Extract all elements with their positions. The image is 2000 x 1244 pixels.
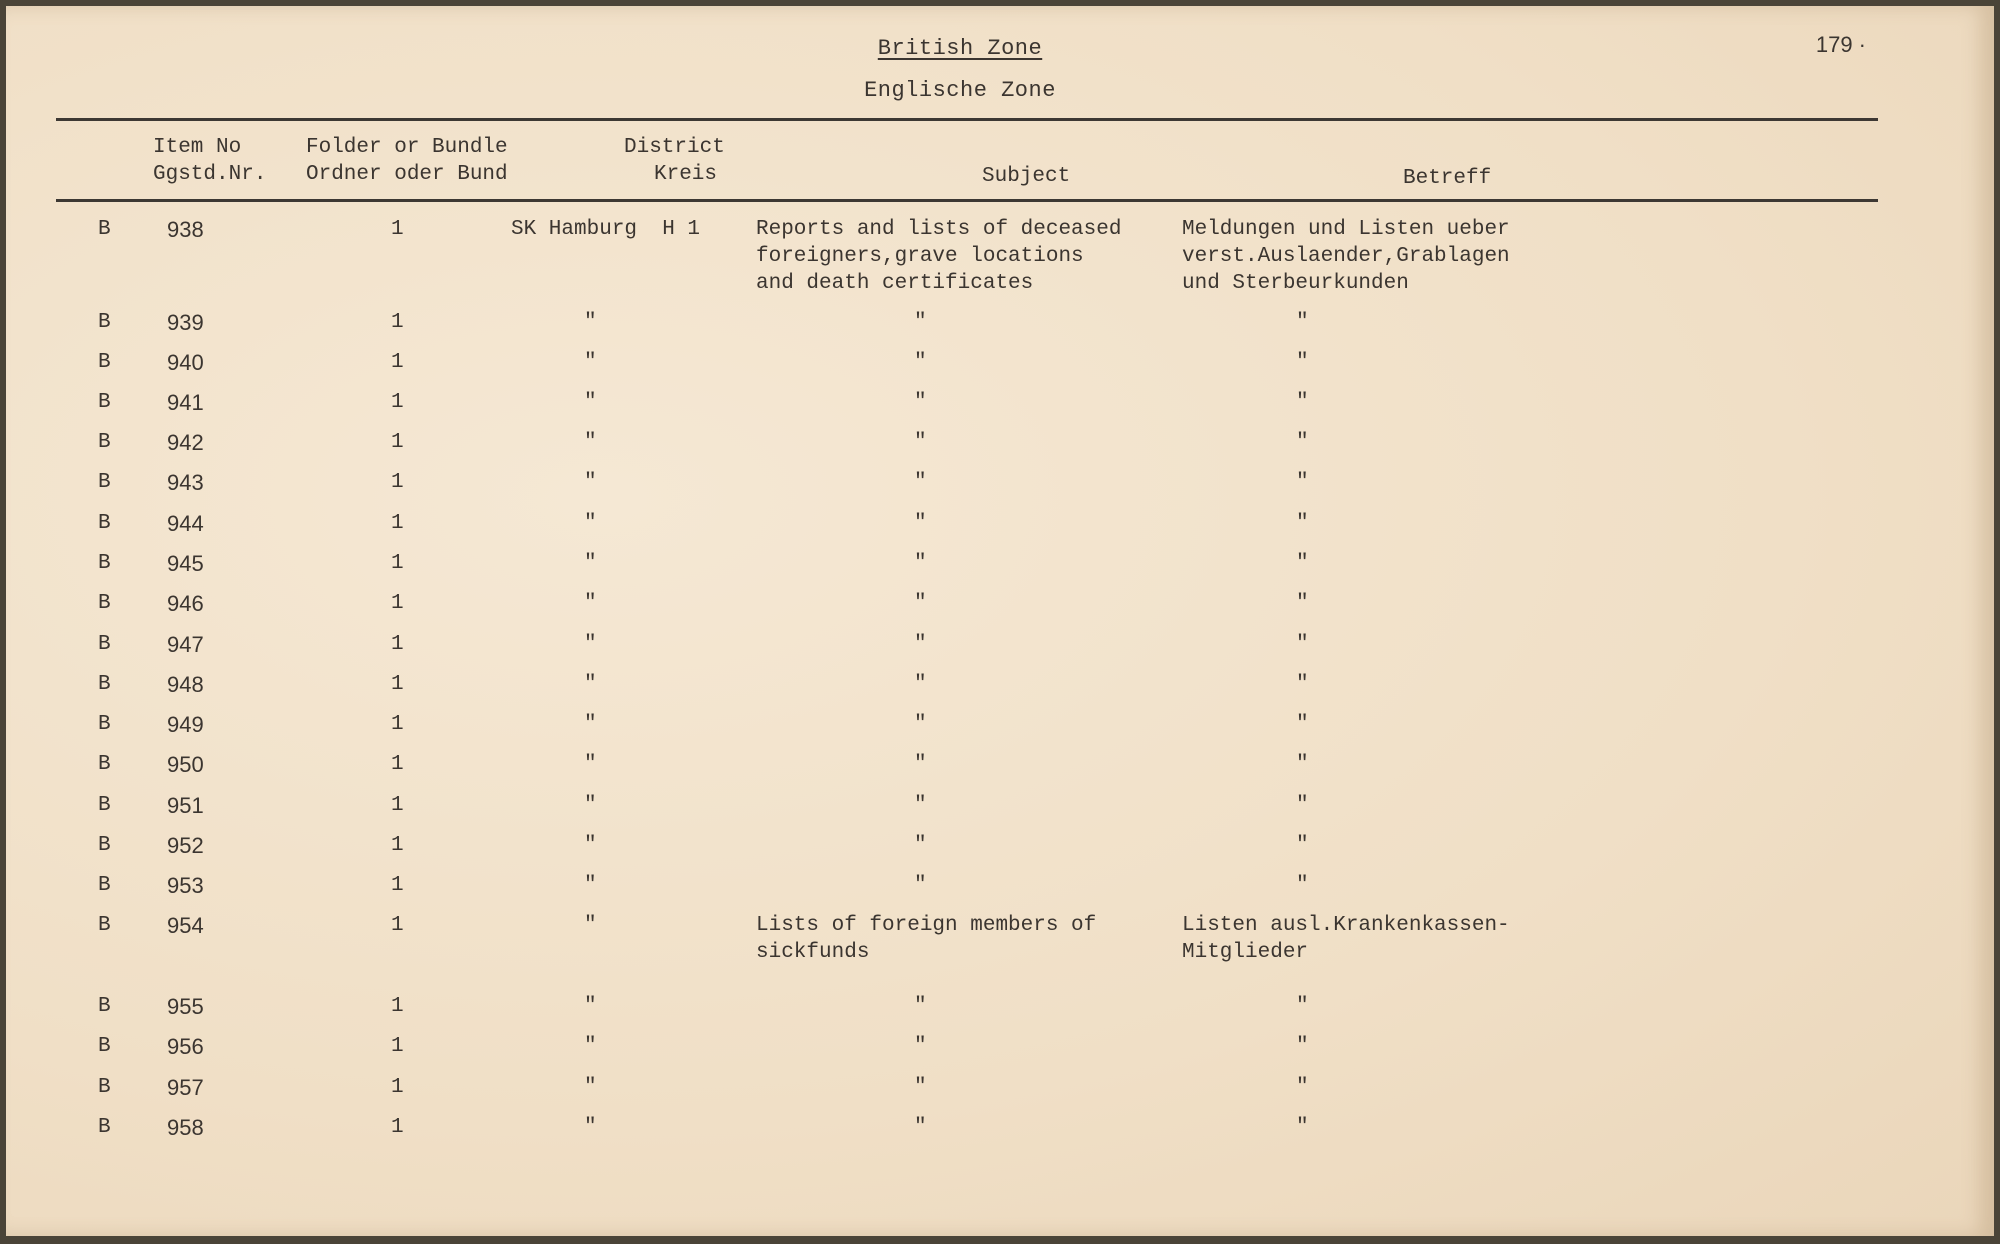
row-folder-count: 1	[391, 874, 404, 897]
row-subject-ditto: "	[914, 673, 927, 696]
row-folder-count: 1	[391, 592, 404, 615]
row-item-number: 943	[167, 470, 204, 495]
row-folder-count: 1	[391, 471, 404, 494]
row-series-letter: B	[98, 753, 111, 776]
row-folder-count: 1	[391, 351, 404, 374]
row-district-ditto: "	[584, 633, 597, 656]
row-series-letter: B	[98, 834, 111, 857]
row-folder-count: 1	[391, 1076, 404, 1099]
row-series-letter: B	[98, 713, 111, 736]
row-subject-ditto: "	[914, 794, 927, 817]
row-district-ditto: "	[584, 874, 597, 897]
row-betreff: Meldungen und Listen ueber verst.Auslaender,Grablagen und Sterbeurkunden	[1182, 218, 1510, 295]
row-betreff: Listen ausl.Krankenkassen- Mitglieder	[1182, 914, 1510, 964]
row-subject-ditto: "	[914, 1076, 927, 1099]
row-item-number: 958	[167, 1115, 204, 1140]
row-subject: Reports and lists of deceased foreigners,grave locations and death certificates	[756, 218, 1122, 295]
row-district-ditto: "	[584, 1116, 597, 1139]
row-item-number: 944	[167, 511, 204, 536]
row-subject-ditto: "	[914, 834, 927, 857]
row-item-number: 941	[167, 390, 204, 415]
row-subject-ditto: "	[914, 1035, 927, 1058]
row-series-letter: B	[98, 874, 111, 897]
row-item-number: 953	[167, 873, 204, 898]
col-header-district-de: Kreis	[654, 163, 718, 186]
document-page	[6, 6, 1994, 1236]
row-item-number: 940	[167, 350, 204, 375]
row-series-letter: B	[98, 471, 111, 494]
row-district-ditto: "	[584, 391, 597, 414]
row-district-ditto: "	[584, 713, 597, 736]
row-folder-count: 1	[391, 713, 404, 736]
row-district-ditto: "	[584, 471, 597, 494]
row-district-ditto: "	[584, 834, 597, 857]
row-subject-ditto: "	[914, 552, 927, 575]
row-subject-ditto: "	[914, 391, 927, 414]
col-header-folder-de: Ordner oder Bund	[306, 163, 508, 186]
header-top-rule	[56, 118, 1878, 121]
row-betreff-ditto: "	[1296, 753, 1309, 776]
row-betreff-ditto: "	[1296, 592, 1309, 615]
row-series-letter: B	[98, 1035, 111, 1058]
row-item-number: 939	[167, 310, 204, 335]
row-folder-count: 1	[391, 995, 404, 1018]
row-betreff-ditto: "	[1296, 633, 1309, 656]
page-subtitle: Englische Zone	[864, 78, 1056, 103]
row-betreff-ditto: "	[1296, 794, 1309, 817]
row-district-ditto: "	[584, 431, 597, 454]
row-betreff-ditto: "	[1296, 834, 1309, 857]
row-series-letter: B	[98, 391, 111, 414]
row-series-letter: B	[98, 673, 111, 696]
row-betreff-ditto: "	[1296, 1035, 1309, 1058]
row-item-number: 948	[167, 672, 204, 697]
row-item-number: 956	[167, 1034, 204, 1059]
row-folder-count: 1	[391, 512, 404, 535]
row-district-ditto: "	[584, 351, 597, 374]
row-series-letter: B	[98, 633, 111, 656]
row-folder-count: 1	[391, 834, 404, 857]
col-header-item-de: Ggstd.Nr.	[153, 163, 267, 186]
row-betreff-ditto: "	[1296, 673, 1309, 696]
row-series-letter: B	[98, 1116, 111, 1139]
row-series-letter: B	[98, 218, 111, 241]
row-betreff-ditto: "	[1296, 351, 1309, 374]
row-subject-ditto: "	[914, 592, 927, 615]
col-header-district-en: District	[624, 136, 725, 159]
row-district-ditto: "	[584, 794, 597, 817]
row-betreff-ditto: "	[1296, 552, 1309, 575]
row-series-letter: B	[98, 592, 111, 615]
row-subject: Lists of foreign members of sickfunds	[756, 914, 1097, 964]
row-betreff-ditto: "	[1296, 874, 1309, 897]
row-folder-count: 1	[391, 1035, 404, 1058]
row-district-ditto: "	[584, 1035, 597, 1058]
row-subject-ditto: "	[914, 351, 927, 374]
header-bottom-rule	[56, 199, 1878, 202]
row-betreff-ditto: "	[1296, 1076, 1309, 1099]
row-series-letter: B	[98, 914, 111, 937]
col-header-folder-en: Folder or Bundle	[306, 136, 508, 159]
row-folder-count: 1	[391, 633, 404, 656]
row-betreff-ditto: "	[1296, 1116, 1309, 1139]
row-folder-count: 1	[391, 391, 404, 414]
row-betreff-ditto: "	[1296, 713, 1309, 736]
row-subject-ditto: "	[914, 431, 927, 454]
row-folder-count: 1	[391, 552, 404, 575]
row-betreff-ditto: "	[1296, 391, 1309, 414]
row-district-ditto: "	[584, 995, 597, 1018]
row-item-number: 951	[167, 793, 204, 818]
row-subject-ditto: "	[914, 471, 927, 494]
row-item-number: 949	[167, 712, 204, 737]
row-folder-count: 1	[391, 311, 404, 334]
row-item-number: 957	[167, 1075, 204, 1100]
row-series-letter: B	[98, 512, 111, 535]
row-district-ditto: "	[584, 552, 597, 575]
col-header-betreff: Betreff	[1403, 167, 1492, 190]
row-series-letter: B	[98, 351, 111, 374]
row-series-letter: B	[98, 552, 111, 575]
row-subject-ditto: "	[914, 713, 927, 736]
row-betreff-ditto: "	[1296, 311, 1309, 334]
row-district-ditto: "	[584, 1076, 597, 1099]
row-folder-count: 1	[391, 673, 404, 696]
row-item-number: 950	[167, 752, 204, 777]
row-item-number: 946	[167, 591, 204, 616]
row-folder-count: 1	[391, 1116, 404, 1139]
col-header-item-en: Item No	[153, 136, 242, 159]
row-subject-ditto: "	[914, 633, 927, 656]
row-item-number: 942	[167, 430, 204, 455]
row-district: SK Hamburg H 1	[511, 218, 701, 241]
row-series-letter: B	[98, 995, 111, 1018]
row-betreff-ditto: "	[1296, 431, 1309, 454]
row-betreff-ditto: "	[1296, 471, 1309, 494]
row-item-number: 945	[167, 551, 204, 576]
row-district-ditto: "	[584, 592, 597, 615]
row-series-letter: B	[98, 311, 111, 334]
row-betreff-ditto: "	[1296, 512, 1309, 535]
page-title: British Zone	[877, 36, 1043, 61]
row-item-number: 947	[167, 632, 204, 657]
col-header-subject: Subject	[982, 165, 1071, 188]
row-series-letter: B	[98, 1076, 111, 1099]
row-item-number: 952	[167, 833, 204, 858]
row-subject-ditto: "	[914, 753, 927, 776]
row-subject-ditto: "	[914, 311, 927, 334]
row-district-ditto: "	[584, 512, 597, 535]
row-item-number: 955	[167, 994, 204, 1019]
row-folder-count: 1	[391, 794, 404, 817]
row-folder-count: 1	[391, 431, 404, 454]
row-subject-ditto: "	[914, 995, 927, 1018]
row-district-ditto: "	[584, 311, 597, 334]
row-folder-count: 1	[391, 753, 404, 776]
row-subject-ditto: "	[914, 1116, 927, 1139]
row-folder-count: 1	[391, 914, 404, 937]
row-series-letter: B	[98, 794, 111, 817]
row-item-number: 938	[167, 217, 204, 242]
row-district-ditto: "	[584, 673, 597, 696]
row-subject-ditto: "	[914, 874, 927, 897]
row-folder-count: 1	[391, 218, 404, 241]
page-number: 179 ·	[1815, 32, 1866, 57]
row-subject-ditto: "	[914, 512, 927, 535]
row-district-ditto: "	[584, 753, 597, 776]
row-district-ditto: "	[584, 914, 597, 937]
row-series-letter: B	[98, 431, 111, 454]
row-item-number: 954	[167, 913, 204, 938]
row-betreff-ditto: "	[1296, 995, 1309, 1018]
